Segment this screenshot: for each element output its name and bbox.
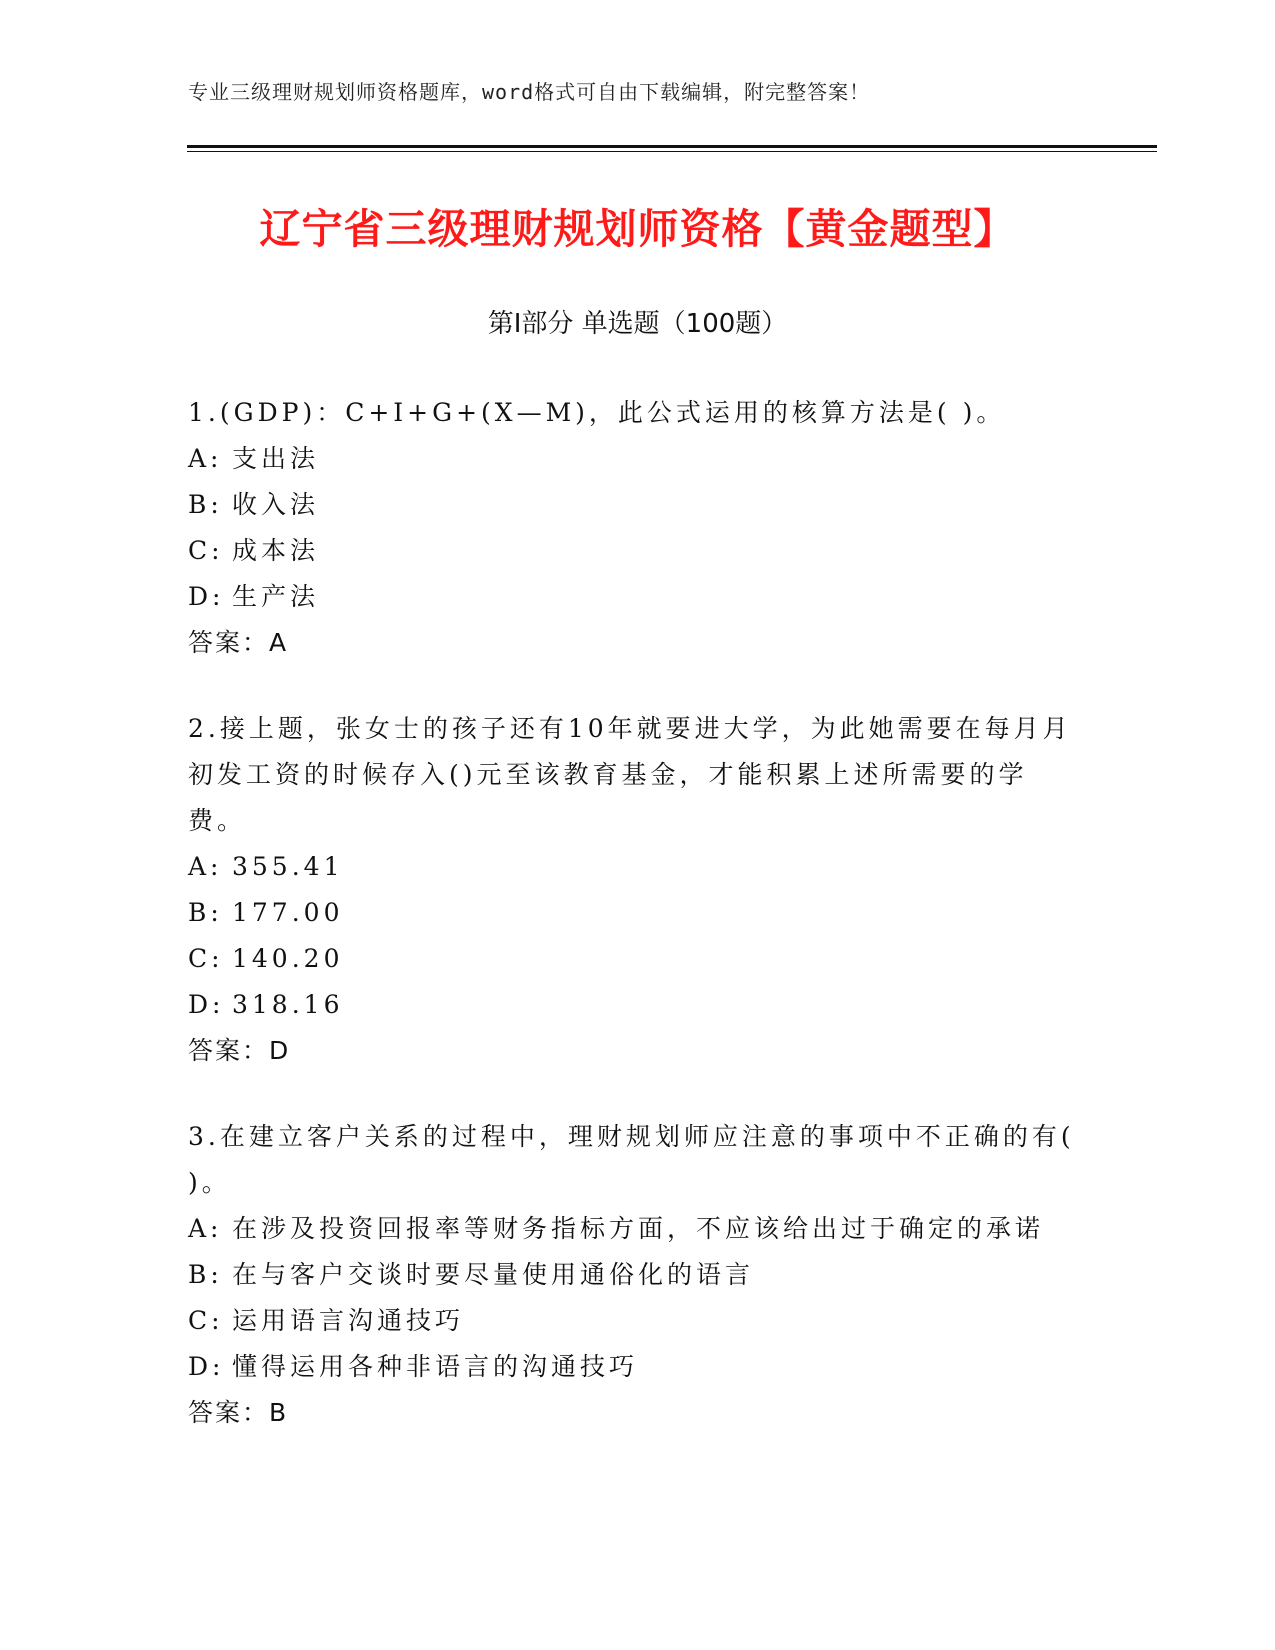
answer: 答案：A — [188, 628, 289, 657]
document-title: 辽宁省三级理财规划师资格【黄金题型】 — [259, 205, 1016, 253]
option-label: D: — [188, 990, 225, 1019]
option-text: 运用语言沟通技巧 — [232, 1306, 465, 1335]
option-text: 在与客户交谈时要尽量使用通俗化的语言 — [232, 1260, 755, 1289]
question-3 — [188, 1114, 1088, 1436]
question-stem: 3.在建立客户关系的过程中，理财规划师应注意的事项中不正确的有( )。 — [188, 1122, 1075, 1197]
option-text: 355.41 — [232, 852, 344, 881]
header-divider-thin — [187, 151, 1157, 152]
question-stem: 1.(GDP)：C+I+G+(X—M)，此公式运用的核算方法是( )。 — [188, 398, 1006, 427]
option-label: C: — [188, 536, 224, 565]
option-text: 140.20 — [232, 944, 344, 973]
option-text: 318.16 — [232, 990, 344, 1019]
option-text: 支出法 — [232, 444, 320, 473]
option-text: 懂得运用各种非语言的沟通技巧 — [232, 1352, 639, 1381]
option-label: B: — [188, 490, 223, 519]
option-label: A: — [188, 1214, 223, 1243]
option-b — [188, 1252, 1088, 1298]
option-label: A: — [188, 444, 223, 473]
option-text: 收入法 — [232, 490, 320, 519]
option-c — [188, 936, 1088, 982]
option-text: 177.00 — [232, 898, 344, 927]
option-label: C: — [188, 1306, 224, 1335]
option-label: D: — [188, 582, 225, 611]
option-label: B: — [188, 1260, 223, 1289]
page-header: 专业三级理财规划师资格题库，word格式可自由下载编辑，附完整答案！ — [188, 80, 871, 104]
option-label: C: — [188, 944, 224, 973]
option-a — [188, 844, 1088, 890]
answer: 答案：D — [188, 1036, 291, 1065]
option-c — [188, 1298, 1088, 1344]
header-divider-thick — [187, 145, 1157, 148]
option-d — [188, 982, 1088, 1028]
option-a — [188, 436, 1088, 482]
question-1 — [188, 390, 1088, 666]
option-text: 生产法 — [232, 582, 320, 611]
option-a — [188, 1206, 1088, 1252]
option-text: 在涉及投资回报率等财务指标方面，不应该给出过于确定的承诺 — [232, 1214, 1045, 1243]
option-text: 成本法 — [232, 536, 320, 565]
option-b — [188, 890, 1088, 936]
question-2 — [188, 706, 1088, 1074]
option-c — [188, 528, 1088, 574]
option-b — [188, 482, 1088, 528]
question-stem: 2.接上题，张女士的孩子还有10年就要进大学，为此她需要在每月月初发工资的时候存入()元至该教育基金，才能积累上述所需要的学费。 — [188, 714, 1072, 835]
section-heading: 第Ⅰ部分 单选题（100题） — [487, 309, 788, 339]
option-label: B: — [188, 898, 223, 927]
option-label: D: — [188, 1352, 225, 1381]
option-label: A: — [188, 852, 223, 881]
answer: 答案：B — [188, 1398, 289, 1427]
question-list — [188, 390, 1088, 1476]
option-d — [188, 1344, 1088, 1390]
option-d — [188, 574, 1088, 620]
